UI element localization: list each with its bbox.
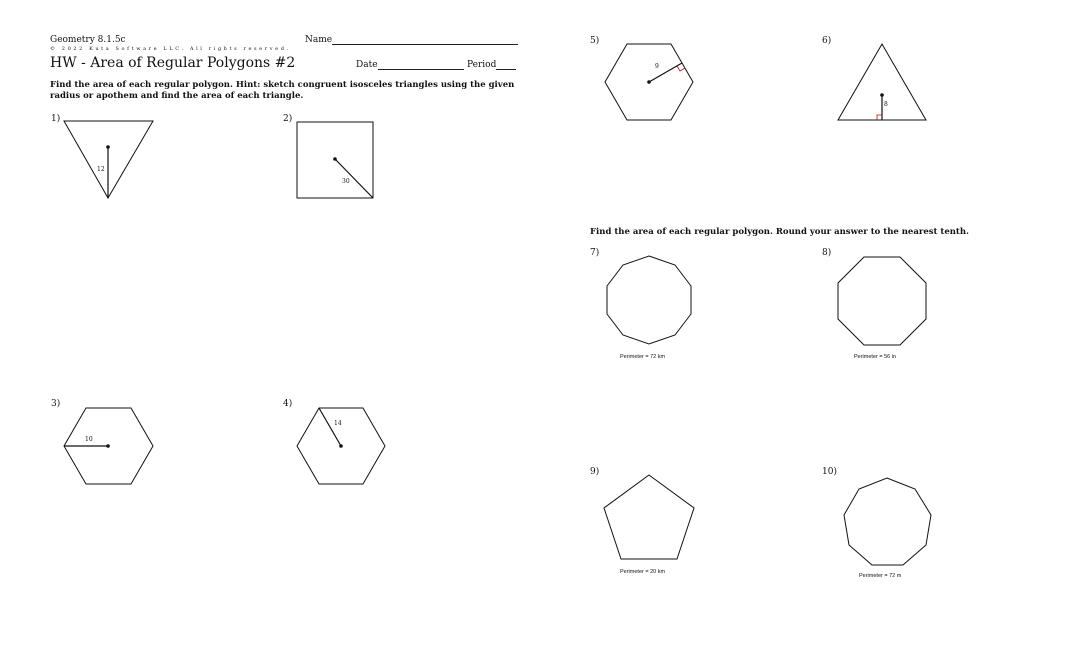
date-label: Date [356,60,378,70]
problem-2-number: 2) [283,114,293,124]
problem-2-label: 30 [342,178,350,185]
name-label: Name [305,35,333,45]
problem-8-number: 8) [822,248,832,258]
problem-10-nonagon [844,478,931,565]
problem-5-label: 9 [655,63,659,70]
problem-9-number: 9) [590,467,600,477]
instructions-line-1: Find the area of each regular polygon. Hint: sketch congruent isosceles triangles using the given [50,80,515,90]
problem-1-label: 12 [97,166,105,173]
problem-4-number: 4) [283,399,293,409]
problem-3-label: 10 [85,436,93,443]
problem-4-label: 14 [334,420,342,427]
problem-10-perimeter: Perimeter = 72 m [859,573,902,579]
problem-6-number: 6) [822,36,832,46]
period-label: Period [467,60,497,70]
problem-1-number: 1) [51,114,61,124]
problem-9-perimeter: Perimeter = 20 km [620,569,666,575]
section-2-instructions: Find the area of each regular polygon. Round your answer to the nearest tenth. [590,227,969,237]
instructions-line-2: radius or apothem and find the area of each triangle. [50,91,304,101]
problem-8-perimeter: Perimeter = 56 in [854,354,897,360]
problem-6-label: 8 [884,101,888,108]
problem-7-perimeter: Perimeter = 72 km [620,354,666,360]
course-code: Geometry 8.1.5c [50,35,126,45]
problem-3-number: 3) [51,399,61,409]
problem-7-number: 7) [590,248,600,258]
page-title: HW - Area of Regular Polygons #2 [50,55,296,71]
problem-10-number: 10) [822,467,837,477]
copyright-text: © 2022 Kuta Software LLC. All rights reserved. [50,46,291,52]
problem-5-number: 5) [590,36,600,46]
